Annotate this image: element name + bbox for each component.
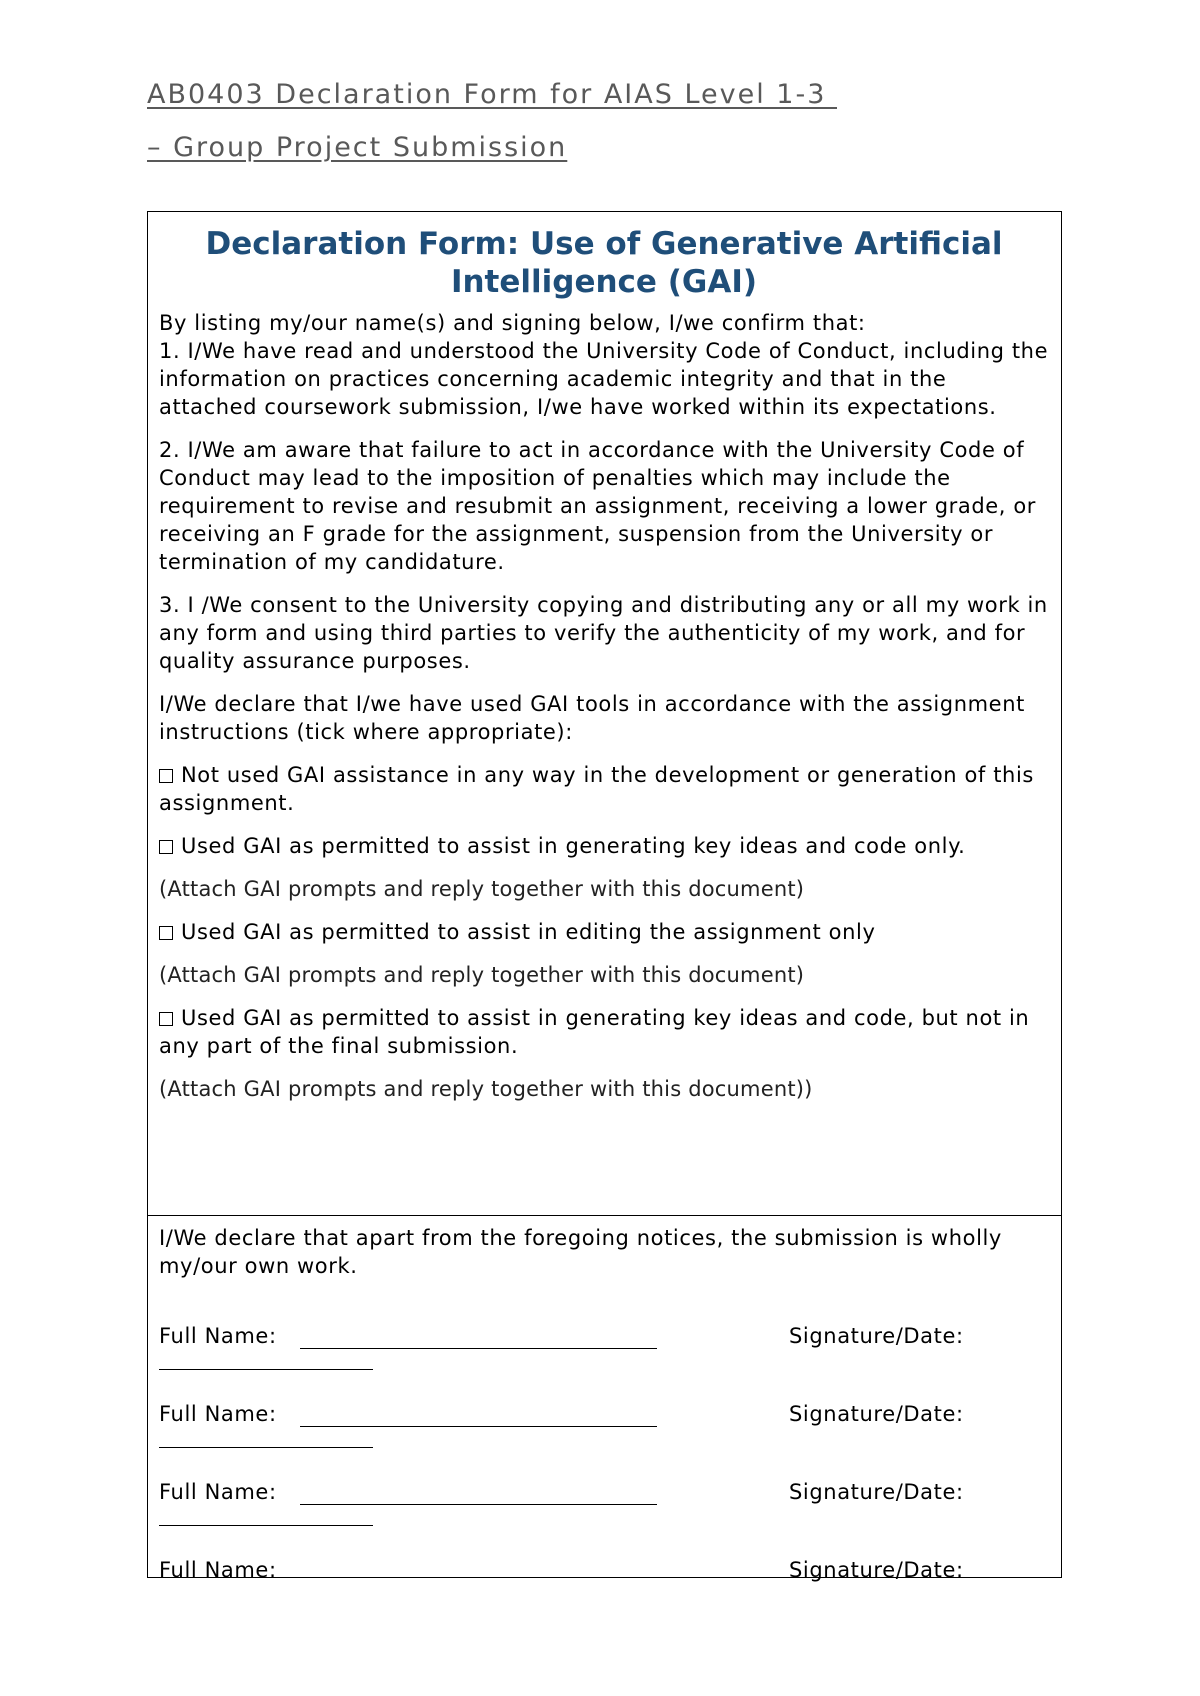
- declaration-section: [148, 212, 1061, 1216]
- full-name-field[interactable]: [300, 1348, 657, 1349]
- declaration-form: [147, 211, 1062, 1582]
- gai-option-label: Used GAI as permitted to assist in generating key ideas and code, but not in any part of the final submission.: [159, 1006, 1030, 1058]
- full-name-field[interactable]: [300, 1426, 657, 1427]
- gai-option-label: Used GAI as permitted to assist in generating key ideas and code only.: [181, 834, 966, 858]
- gai-option-key-ideas-code[interactable]: [159, 832, 1049, 860]
- full-name-label: Full Name:: [159, 1480, 277, 1504]
- declaration-item-1: 1. I/We have read and understood the University Code of Conduct, including the information on practices concerning academic integrity and that in the attached coursework submission, I/we have worked within its expectations.: [159, 339, 1049, 419]
- attach-note: (Attach GAI prompts and reply together with this document): [159, 877, 805, 901]
- signature-row: [159, 1478, 1049, 1556]
- gai-option-not-used[interactable]: [159, 761, 1049, 817]
- document-title-line-1: AB0403 Declaration Form for AIAS Level 1-3: [147, 79, 837, 110]
- gai-option-editing[interactable]: [159, 918, 1049, 946]
- declaration-item-3: 3. I /We consent to the University copying and distributing any or all my work in any form and using third parties to verify the authenticity of my work, and for quality assurance purposes.: [159, 593, 1048, 673]
- checkbox-icon[interactable]: [159, 769, 173, 783]
- declaration-item-2: 2. I/We am aware that failure to act in accordance with the University Code of Conduct may lead to the imposition of penalties which may include the requirement to revise and resubmit an assignment, receiving a lower grade, or receiving an F grade for the assignment, suspension from the University or termination of my candidature.: [159, 438, 1037, 574]
- attach-note: (Attach GAI prompts and reply together with this document)): [159, 1077, 813, 1101]
- signature-date-label: Signature/Date:: [789, 1324, 964, 1348]
- attach-note: (Attach GAI prompts and reply together with this document): [159, 963, 805, 987]
- signature-date-field[interactable]: [159, 1369, 373, 1370]
- full-name-label: Full Name:: [159, 1402, 277, 1426]
- signature-date-field[interactable]: [159, 1447, 373, 1448]
- signature-row: [159, 1400, 1049, 1478]
- signature-section: [148, 1216, 1061, 1596]
- full-name-field[interactable]: [300, 1504, 657, 1505]
- checkbox-icon[interactable]: [159, 840, 173, 854]
- gai-option-label: Used GAI as permitted to assist in editing the assignment only: [181, 920, 876, 944]
- signature-row: [159, 1322, 1049, 1400]
- signature-date-label: Signature/Date:: [789, 1558, 964, 1582]
- checkbox-icon[interactable]: [159, 1012, 173, 1026]
- document-title-line-2: – Group Project Submission: [147, 132, 568, 163]
- gai-option-label: Not used GAI assistance in any way in the development or generation of this assignment.: [159, 763, 1034, 815]
- signature-date-label: Signature/Date:: [789, 1480, 964, 1504]
- full-name-label: Full Name:: [159, 1558, 277, 1582]
- intro-text: By listing my/our name(s) and signing below, I/we confirm that:: [159, 311, 866, 335]
- gai-option-ideas-not-final[interactable]: [159, 1004, 1049, 1060]
- document-title: [147, 68, 1047, 174]
- signature-date-label: Signature/Date:: [789, 1402, 964, 1426]
- gai-declaration-intro: I/We declare that I/we have used GAI tools in accordance with the assignment instructions (tick where appropriate):: [159, 692, 1025, 744]
- checkbox-icon[interactable]: [159, 926, 173, 940]
- full-name-label: Full Name:: [159, 1324, 277, 1348]
- form-heading: Declaration Form: Use of Generative Artificial Intelligence (GAI): [205, 226, 1003, 300]
- signature-date-field[interactable]: [159, 1525, 373, 1526]
- own-work-declaration: I/We declare that apart from the foregoing notices, the submission is wholly my/our own work.: [159, 1226, 1002, 1278]
- signature-row: [159, 1556, 1049, 1596]
